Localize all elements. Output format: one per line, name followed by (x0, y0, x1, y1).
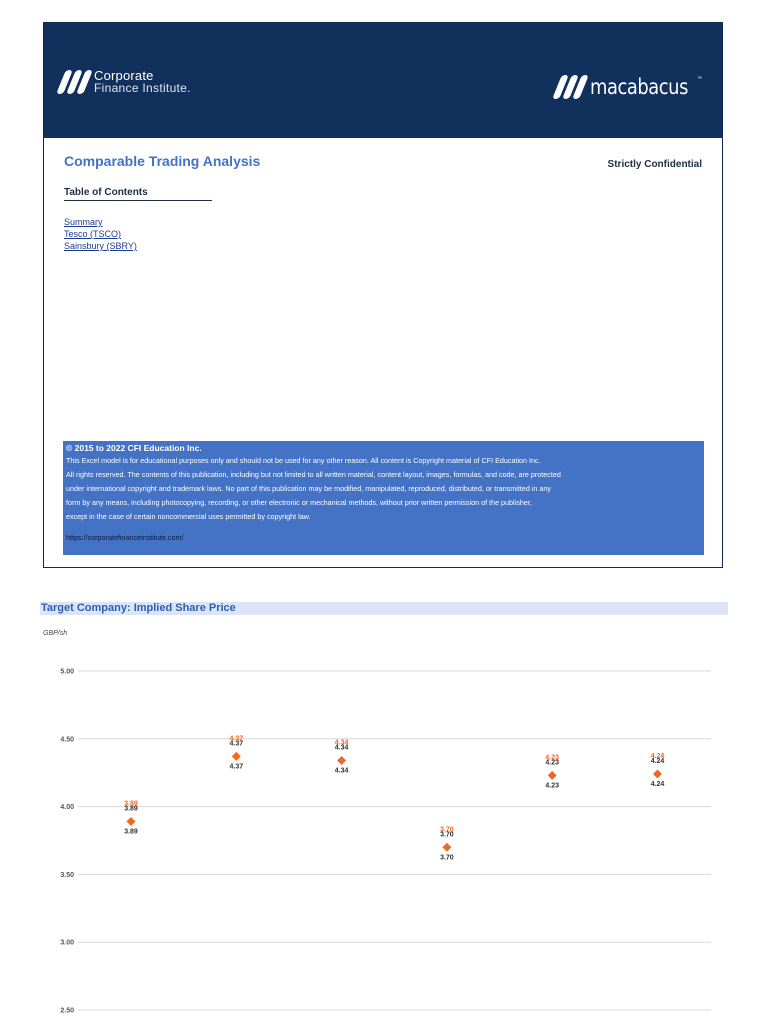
data-label-top: 4.37 (229, 740, 244, 748)
toc-link-summary[interactable]: Summary (64, 217, 103, 227)
data-label-high: 3.70 (440, 826, 454, 834)
y-tick-label: 5.00 (60, 668, 74, 676)
data-label-high: 4.23 (545, 754, 560, 762)
data-label-high: 4.34 (334, 739, 349, 747)
data-label-top: 3.70 (440, 831, 454, 839)
data-label-bottom: 4.23 (545, 782, 560, 790)
y-tick-label: 3.00 (60, 939, 74, 947)
data-label-high: 3.89 (124, 800, 138, 808)
data-label-bottom: 4.34 (334, 767, 349, 775)
y-tick-label: 2.50 (60, 1007, 74, 1015)
data-label-high: 4.24 (650, 753, 665, 761)
data-label-top: 3.89 (124, 805, 138, 813)
data-label-bottom: 4.37 (229, 763, 244, 771)
trademark-mark: ™ (697, 76, 702, 82)
data-point (337, 756, 346, 765)
data-label-bottom: 3.89 (124, 828, 138, 836)
data-label-top: 4.23 (545, 759, 560, 767)
section-title: Target Company: Implied Share Price (41, 602, 236, 614)
copyright-line: form by any means, including photocopying, recording, or other electronic or mechanical methods, without prior written permission of the publisher, (66, 498, 532, 507)
y-tick-label: 4.00 (60, 804, 74, 812)
data-label-high: 4.37 (229, 735, 244, 743)
data-point (232, 752, 241, 761)
website-link[interactable]: https://corporatefinanceinstitute.com/ (66, 533, 184, 542)
y-tick-label: 3.50 (60, 871, 74, 879)
copyright-line: All rights reserved. The contents of this publication, including but not limited to all written material, content layout, images, formulas, and code, are protected (66, 470, 561, 479)
y-axis-unit: GBP/sh (43, 630, 68, 637)
confidential-label: Strictly Confidential (607, 159, 702, 170)
copyright-heading: © 2015 to 2022 CFI Education Inc. (66, 443, 202, 453)
copyright-line: under international copyright and trademark laws. No part of this publication may be modified, manipulated, reproduced, distributed, or transmitted in any (66, 484, 552, 493)
toc-heading: Table of Contents (64, 187, 212, 201)
data-label-bottom: 4.24 (650, 781, 665, 789)
data-point (653, 770, 662, 779)
cfi-logo-line2: Finance Institute. (94, 81, 191, 95)
y-tick-label: 4.50 (60, 736, 74, 744)
data-label-top: 4.34 (334, 744, 349, 752)
data-point (442, 843, 451, 852)
toc-link-sainsbury[interactable]: Sainsbury (SBRY) (64, 241, 137, 251)
copyright-line: except in the case of certain noncommercial uses permitted by copyright law. (66, 512, 311, 521)
data-point (127, 817, 136, 826)
toc-link-tesco[interactable]: Tesco (TSCO) (64, 229, 122, 239)
copyright-line: This Excel model is for educational purposes only and should not be used for any other reason. All content is Copyright material of CFI Education Inc. (66, 456, 541, 465)
page-title: Comparable Trading Analysis (64, 153, 261, 169)
data-point (548, 771, 557, 780)
data-label-bottom: 3.70 (440, 854, 454, 862)
cfi-logo-line1: Corporate (94, 68, 154, 83)
macabacus-wordmark: macabacus (589, 75, 688, 99)
data-label-top: 4.24 (650, 758, 665, 766)
